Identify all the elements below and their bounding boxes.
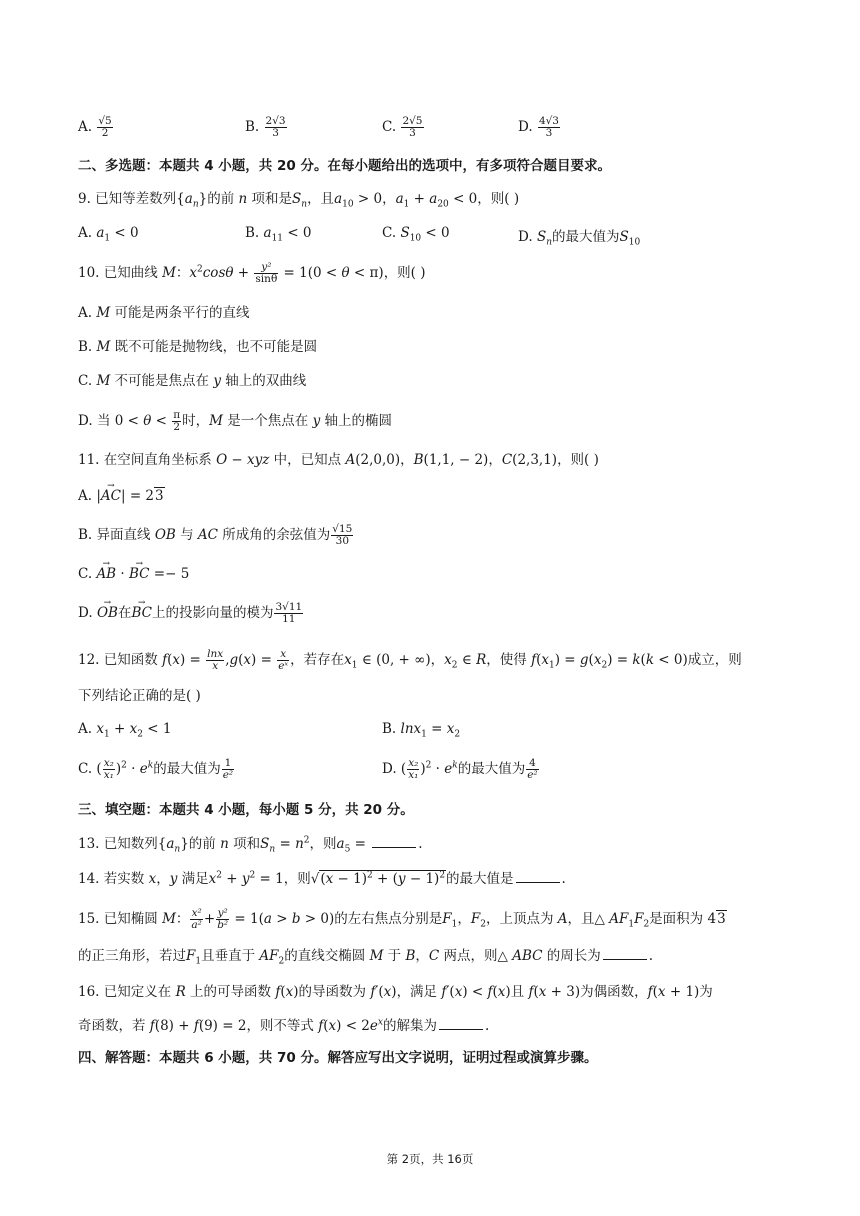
q13: 13. 已知数列$\{a_n\}$的前 n 项和$S_n = n^2$，则$a_5$ = . — [78, 835, 423, 855]
section-2-heading: 二、多选题：本题共 4 小题，共 20 分。在每小题给出的选项中，有多项符合题目要求。 — [78, 158, 611, 174]
q8-option-b: B. $\frac{2√3}{3}$ — [245, 115, 286, 139]
q11-option-d: D. → OB在→ BC上的投影向量的模为 $\frac{3√11}{11}$ — [78, 602, 790, 625]
q8-option-a: A. $\frac{√5}{2}$ — [78, 115, 112, 139]
q11-option-a: A. |→ AC| = 23 — [78, 486, 790, 506]
q9-option-a: A. $a_1 < 0$ — [78, 225, 139, 244]
q14: 14. 若实数 x，y 满足$x^2 + y^2 = 1$，则$√(x - 1)^2 + (y - 1)^2$的最大值是 . — [78, 870, 566, 887]
q16-line1: 16. 已知定义在 R 上的可导函数 f(x)的导函数为 f′(x)，满足 f′(x) < f(x)且 f(x + 3)为偶函数，f(x + 1)为 — [78, 984, 713, 1000]
q8-option-c: C. $\frac{2√5}{3}$ — [382, 115, 423, 139]
q12-stem-line1: 12. 已知函数 f(x) = $\frac{\ln x}{x}$ ,g(x) = $\frac{x}{\text{eˣ}}$ ，若存在$x_1$ ∈ (0, + ∞)，$x_2$ ∈ R，使得 $f(x_1) = g(x_2) = k(k < 0)$成立，则 — [78, 648, 742, 672]
q12-option-c: C. ( $\frac{\text{x₂}}{\text{x₁}}$ )$^2 \cdot e^k$的最大值为 $\frac{1}{\text{e²}}$ — [78, 757, 234, 781]
q10-option-c: C. M 不可能是焦点在 y 轴上的双曲线 — [78, 373, 307, 389]
answer-blank — [372, 835, 416, 848]
q9-option-d: D. $S_n$的最大值为$S_{10}$ — [518, 229, 641, 248]
answer-blank — [439, 1017, 483, 1030]
q12-option-b: B. $\ln x_1 = x_2$ — [382, 721, 461, 740]
page-footer: 第 2页，共 16页 — [386, 1152, 474, 1166]
q10-option-d: D. 当 0 < θ < $\frac{\pi}{2}$ 时，M 是一个焦点在 y 轴上的椭圆 — [78, 409, 393, 433]
section-4-heading: 四、解答题：本题共 6 小题，共 70 分。解答应写出文字说明，证明过程或演算步骤。 — [78, 1050, 598, 1066]
section-3-heading: 三、填空题：本题共 4 小题，每小题 5 分，共 20 分。 — [78, 802, 414, 818]
q10-option-b: B. M 既不可能是抛物线，也不可能是圆 — [78, 339, 318, 355]
q10-option-a: A. M 可能是两条平行的直线 — [78, 305, 250, 321]
answer-blank — [603, 947, 647, 960]
q12-option-a: A. $x_1 + x_2 < 1$ — [78, 721, 172, 740]
q11-option-b: B. 异面直线 OB 与 AC 所成角的余弦值为 $\frac{√15}{30}$ — [78, 523, 353, 547]
q12-stem-line2: 下列结论正确的是( ) — [78, 688, 201, 704]
q16-line2: 奇函数，若 f(8) + f(9) = 2，则不等式 $f(x) < 2e^x$的解集为 . — [78, 1017, 490, 1034]
q12-option-d: D. ( $\frac{\text{x₂}}{\text{x₁}}$ )$^2 \cdot e^k$的最大值为 $\frac{4}{\text{e²}}$ — [382, 757, 538, 781]
q9-stem: 9. 已知等差数列$\{a_n\}$的前 n 项和是$S_n$，且$a_{10} > 0$，$a_1 + a_{20} < 0$，则( ) — [78, 191, 520, 210]
q15-line1: 15. 已知椭圆 M： $\frac{\text{x²}}{\text{a²}}$ + $\frac{\text{y²}}{\text{b²}}$ = 1(a > b > 0)的左右焦点分别是$F_1$，$F_2$，上顶点为 A，且△ $AF_1F_2$是面积为 43 — [78, 907, 726, 931]
q11-option-c: C. → AB · → BC =− 5 — [78, 564, 790, 584]
q9-option-b: B. $a_{11} < 0$ — [245, 225, 312, 244]
q10-stem: 10. 已知曲线 M：$x^2\cos\theta$ + $\frac{\text{y²}}{\sin\theta}$ = 1(0 < θ < π)，则( ) — [78, 261, 426, 285]
q15-line2: 的正三角形，若过$F_1$且垂直于 $AF_2$的直线交椭圆 M 于 B，C 两点，则△ ABC 的周长为 . — [78, 948, 654, 967]
q11-stem: 11. 在空间直角坐标系 O − xyz 中，已知点 A(2,0,0)，B(1,1, − 2)，C(2,3,1)，则( ) — [78, 452, 599, 468]
q8-option-d: D. $\frac{4√3}{3}$ — [518, 115, 559, 139]
q9-option-c: C. $S_{10} < 0$ — [382, 225, 450, 244]
answer-blank — [516, 870, 560, 883]
